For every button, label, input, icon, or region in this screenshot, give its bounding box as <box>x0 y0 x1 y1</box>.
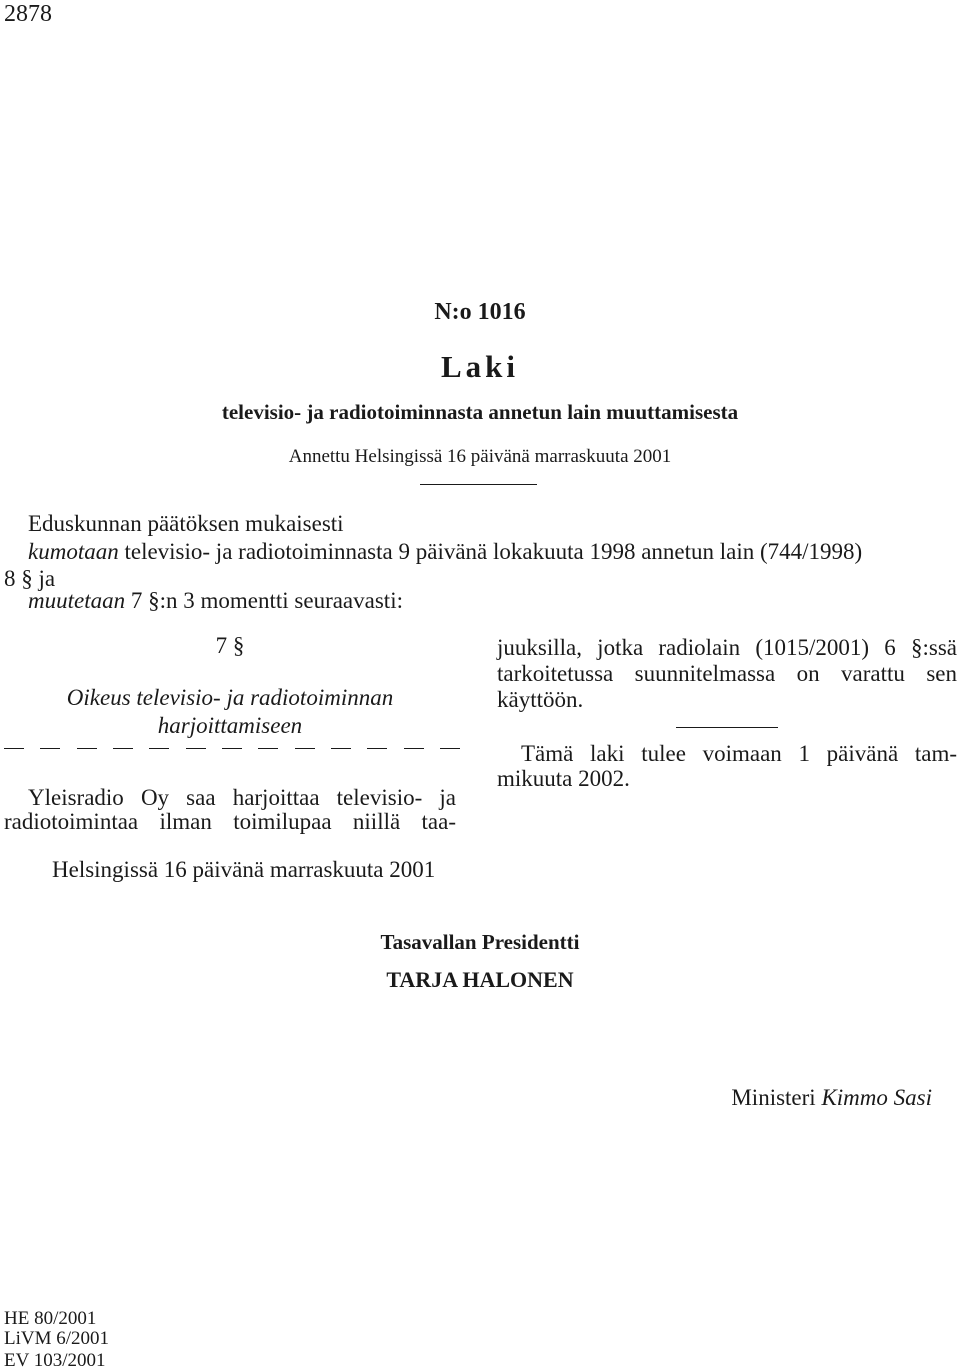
section-body-line: juuksilla, jotka radiolain (1015/2001) 6 §:ssä <box>497 635 957 660</box>
reference: EV 103/2001 <box>4 1350 106 1371</box>
law-number: N:o 1016 <box>434 299 526 325</box>
minister-signature <box>731 1084 932 1112</box>
preamble-amend-line <box>28 587 403 615</box>
signature-title: Tasavallan Presidentti <box>380 930 580 954</box>
preamble-repeal-line <box>28 538 862 566</box>
section-body-line: käyttöön. <box>497 687 584 712</box>
minister-name: Kimmo Sasi <box>821 1085 932 1110</box>
repeal-text: televisio- ja radiotoiminnasta 9 päivänä lokakuuta 1998 annetun lain (744/1998) <box>118 539 863 564</box>
omission-dash <box>440 748 460 749</box>
omission-dash <box>149 748 169 749</box>
entry-into-force-line: mikuuta 2002. <box>497 766 630 791</box>
minister-label: Ministeri <box>731 1085 816 1110</box>
omission-dash <box>113 748 133 749</box>
omission-dash <box>258 748 278 749</box>
omission-dash <box>295 748 315 749</box>
reference: HE 80/2001 <box>4 1308 97 1329</box>
entry-into-force-line: Tämä laki tulee voimaan 1 päivänä tam- <box>521 741 957 766</box>
omission-dash <box>77 748 97 749</box>
omission-dash <box>222 748 242 749</box>
omission-dash <box>186 748 206 749</box>
amend-verb: muutetaan <box>28 588 126 613</box>
omission-dash <box>367 748 387 749</box>
page-number: 2878 <box>4 1 52 27</box>
section-title: Oikeus televisio- ja radiotoiminnan harjoittamiseen <box>66 685 394 738</box>
amend-text: 7 §:n 3 momentti seuraavasti: <box>125 588 403 613</box>
omission-dash <box>4 748 24 749</box>
place-date: Helsingissä 16 päivänä marraskuuta 2001 <box>52 857 436 882</box>
omission-dash <box>40 748 60 749</box>
reference: LiVM 6/2001 <box>4 1328 110 1349</box>
omission-dash <box>331 748 351 749</box>
given-date-line: Annettu Helsingissä 16 päivänä marraskuuta 2001 <box>288 446 672 467</box>
section-body-line: Yleisradio Oy saa harjoittaa televisio- ja <box>28 785 456 810</box>
repeal-verb: kumotaan <box>28 539 119 564</box>
title-divider <box>420 484 537 485</box>
omission-line <box>4 748 460 750</box>
section-body-line: radiotoimintaa ilman toimilupaa niillä taa- <box>4 809 456 834</box>
signature-name: TARJA HALONEN <box>386 967 574 992</box>
omission-dash <box>404 748 424 749</box>
law-heading: Laki <box>440 349 520 384</box>
preamble-section-line: 8 § ja <box>4 566 56 591</box>
section-body-line: tarkoitetussa suunnitelmassa on varattu sen <box>497 661 957 686</box>
preamble-line: Eduskunnan päätöksen mukaisesti <box>28 511 344 536</box>
law-title: televisio- ja radiotoiminnasta annetun lain muuttamisesta <box>221 400 739 424</box>
section-number: 7 § <box>215 633 245 658</box>
section-divider <box>676 727 778 728</box>
